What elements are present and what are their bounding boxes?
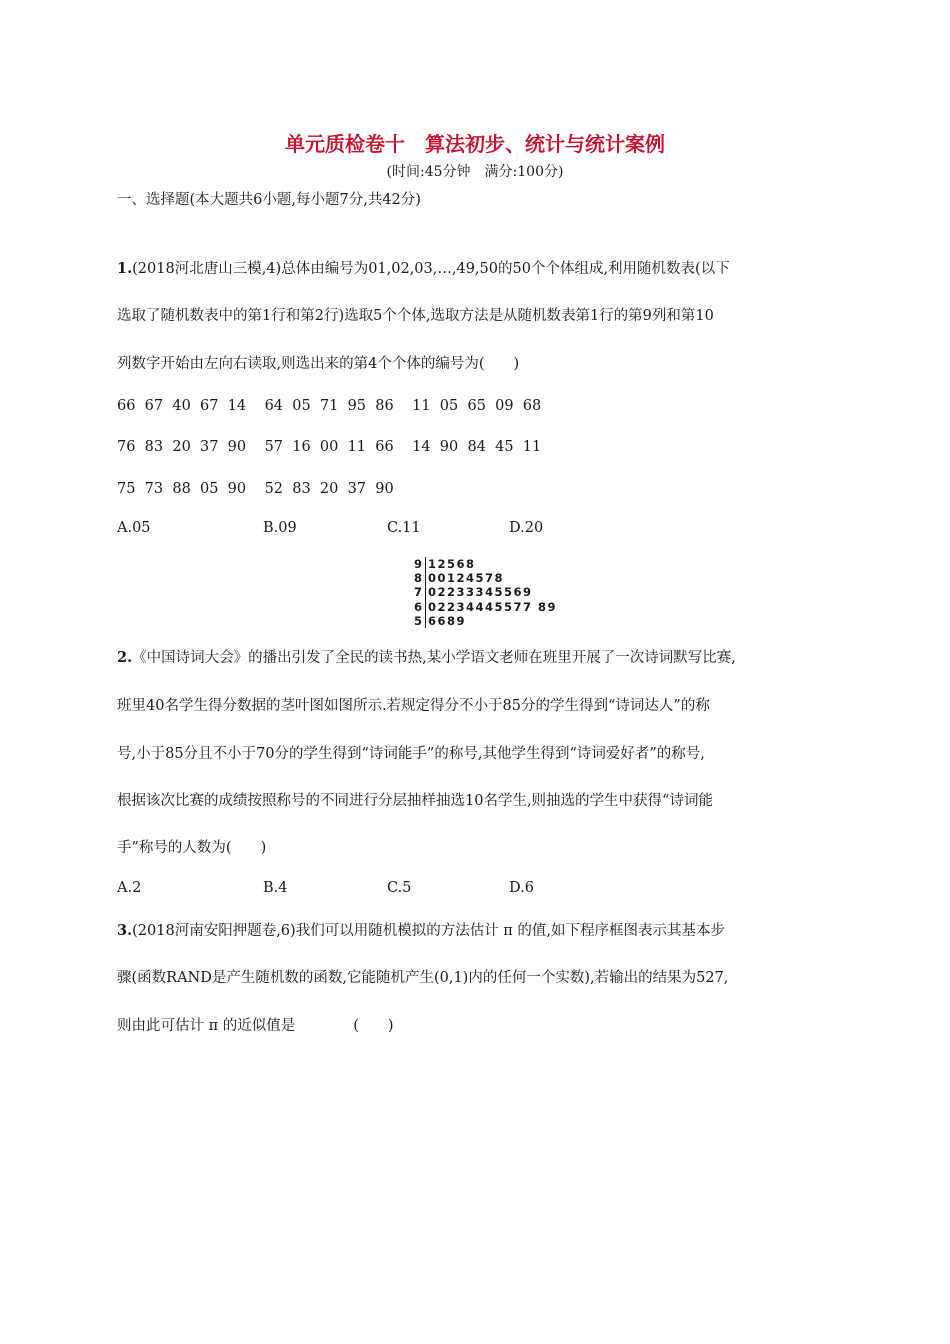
q2-number: 2. — [117, 649, 133, 666]
page-title: 单元质检卷十 算法初步、统计与统计案例 — [285, 132, 665, 156]
q1-option-a[interactable]: A.05 — [117, 520, 151, 536]
leaves: 6689 — [425, 614, 466, 628]
q2-option-a[interactable]: A.2 — [117, 880, 142, 896]
q1-line-1 — [117, 259, 730, 279]
stem-leaf-row — [410, 571, 557, 585]
stem-leaf-plot — [410, 557, 557, 628]
q2-line-4: 根据该次比赛的成绩按照称号的不同进行分层抽样抽选10名学生,则抽选的学生中获得“诗词能 — [117, 793, 713, 809]
stem: 9 — [413, 557, 422, 571]
q1-line-3: 列数字开始由左向右读取,则选出来的第4个个体的编号为( ) — [117, 356, 520, 372]
random-table-row-1: 66 67 40 67 14 64 05 71 95 86 11 05 65 09 68 — [117, 398, 542, 414]
q2-option-b[interactable]: B.4 — [263, 880, 288, 896]
stem-leaf-row — [410, 614, 557, 628]
q3-line-2: 骤(函数RAND是产生随机数的函数,它能随机产生(0,1)内的任何一个实数),若输出的结果为527, — [117, 970, 729, 986]
q2-line-2: 班里40名学生得分数据的茎叶图如图所示.若规定得分不小于85分的学生得到“诗词达人”的称 — [117, 698, 710, 714]
q3-number: 3. — [117, 922, 133, 939]
stem: 7 — [413, 585, 422, 600]
random-table-row-3: 75 73 88 05 90 52 83 20 37 90 — [117, 481, 394, 497]
q1-text-1: (2018河北唐山三模,4)总体由编号为01,02,03,…,49,50的50个个体组成,利用随机数表(以下 — [132, 261, 730, 277]
stem: 5 — [413, 613, 422, 628]
random-table-row-2: 76 83 20 37 90 57 16 00 11 66 14 90 84 45 11 — [117, 439, 542, 455]
q2-text-1: 《中国诗词大会》的播出引发了全民的读书热,某小学语文老师在班里开展了一次诗词默写比赛, — [132, 650, 736, 666]
q2-option-d[interactable]: D.6 — [509, 880, 534, 896]
q3-line-1 — [117, 921, 725, 941]
q3-text-1: (2018河南安阳押题卷,6)我们可以用随机模拟的方法估计 π 的值,如下程序框图表示其基本步 — [132, 923, 726, 939]
q2-line-1 — [117, 648, 736, 668]
q2-line-3: 号,小于85分且不小于70分的学生得到“诗词能手”的称号,其他学生得到“诗词爱好者”的称号, — [117, 746, 705, 762]
q1-option-b[interactable]: B.09 — [263, 520, 297, 536]
stem-leaf-row — [410, 585, 557, 599]
leaves: 02234445577 89 — [425, 600, 557, 614]
q1-number: 1. — [117, 260, 133, 277]
q2-line-5: 手”称号的人数为( ) — [117, 840, 267, 856]
section-heading: 一、选择题(本大题共6小题,每小题7分,共42分) — [117, 192, 421, 208]
stem-leaf-row — [410, 557, 557, 571]
stem: 6 — [413, 599, 422, 614]
stem-leaf-row — [410, 600, 557, 614]
leaves: 12568 — [425, 557, 476, 571]
leaves: 00124578 — [425, 571, 504, 585]
q1-option-c[interactable]: C.11 — [387, 520, 421, 536]
q1-line-2: 选取了随机数表中的第1行和第2行)选取5个个体,选取方法是从随机数表第1行的第9列和第10 — [117, 308, 714, 324]
q2-option-c[interactable]: C.5 — [387, 880, 412, 896]
page-subtitle: (时间:45分钟 满分:100分) — [386, 164, 564, 180]
q3-line-3: 则由此可估计 π 的近似值是 ( ) — [117, 1018, 394, 1034]
stem: 8 — [413, 571, 422, 586]
leaves: 02233345569 — [425, 585, 533, 599]
q1-option-d[interactable]: D.20 — [509, 520, 544, 536]
